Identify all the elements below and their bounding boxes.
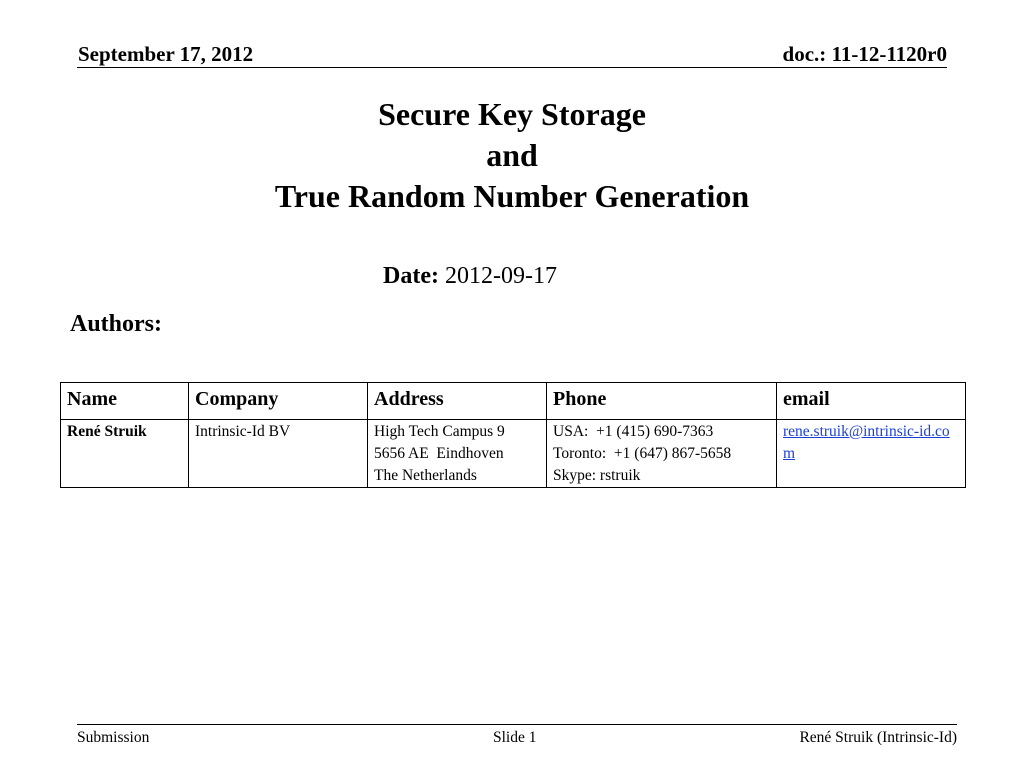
address-line-3: The Netherlands bbox=[374, 467, 477, 484]
footer-submission: Submission bbox=[77, 729, 150, 746]
author-phone bbox=[547, 420, 777, 488]
slide-title bbox=[0, 94, 1024, 217]
author-company: Intrinsic-Id BV bbox=[189, 420, 368, 488]
date-label: Date: bbox=[383, 263, 439, 289]
table-header-row bbox=[61, 383, 966, 420]
column-header-email: email bbox=[777, 383, 966, 420]
footer-slide-number: Slide 1 bbox=[493, 729, 537, 746]
phone-line-toronto: Toronto: +1 (647) 867-5658 bbox=[553, 445, 732, 462]
header-divider bbox=[77, 67, 947, 68]
column-header-address: Address bbox=[368, 383, 547, 420]
header-doc-id: doc.: 11-12-1120r0 bbox=[782, 42, 947, 66]
title-line-3: True Random Number Generation bbox=[274, 178, 750, 214]
header-date: September 17, 2012 bbox=[78, 42, 254, 66]
authors-table bbox=[60, 382, 966, 488]
address-line-2: 5656 AE Eindhoven bbox=[374, 445, 504, 462]
address-line-1: High Tech Campus 9 bbox=[374, 423, 505, 440]
author-email bbox=[777, 420, 966, 488]
email-link[interactable]: rene.struik@intrinsic-id.com bbox=[783, 423, 950, 462]
author-name: René Struik bbox=[61, 420, 189, 488]
column-header-phone: Phone bbox=[547, 383, 777, 420]
date-line bbox=[383, 261, 557, 291]
title-line-2: and bbox=[486, 137, 538, 173]
phone-line-skype: Skype: rstruik bbox=[553, 467, 641, 484]
title-line-1: Secure Key Storage bbox=[378, 96, 646, 132]
authors-label: Authors: bbox=[70, 311, 163, 337]
phone-line-usa: USA: +1 (415) 690-7363 bbox=[553, 423, 714, 440]
table-row bbox=[61, 420, 966, 488]
column-header-company: Company bbox=[189, 383, 368, 420]
column-header-name: Name bbox=[61, 383, 189, 420]
footer-divider bbox=[77, 724, 957, 725]
author-address bbox=[368, 420, 547, 488]
footer-author: René Struik (Intrinsic-Id) bbox=[799, 729, 957, 746]
date-value: 2012-09-17 bbox=[438, 263, 557, 289]
